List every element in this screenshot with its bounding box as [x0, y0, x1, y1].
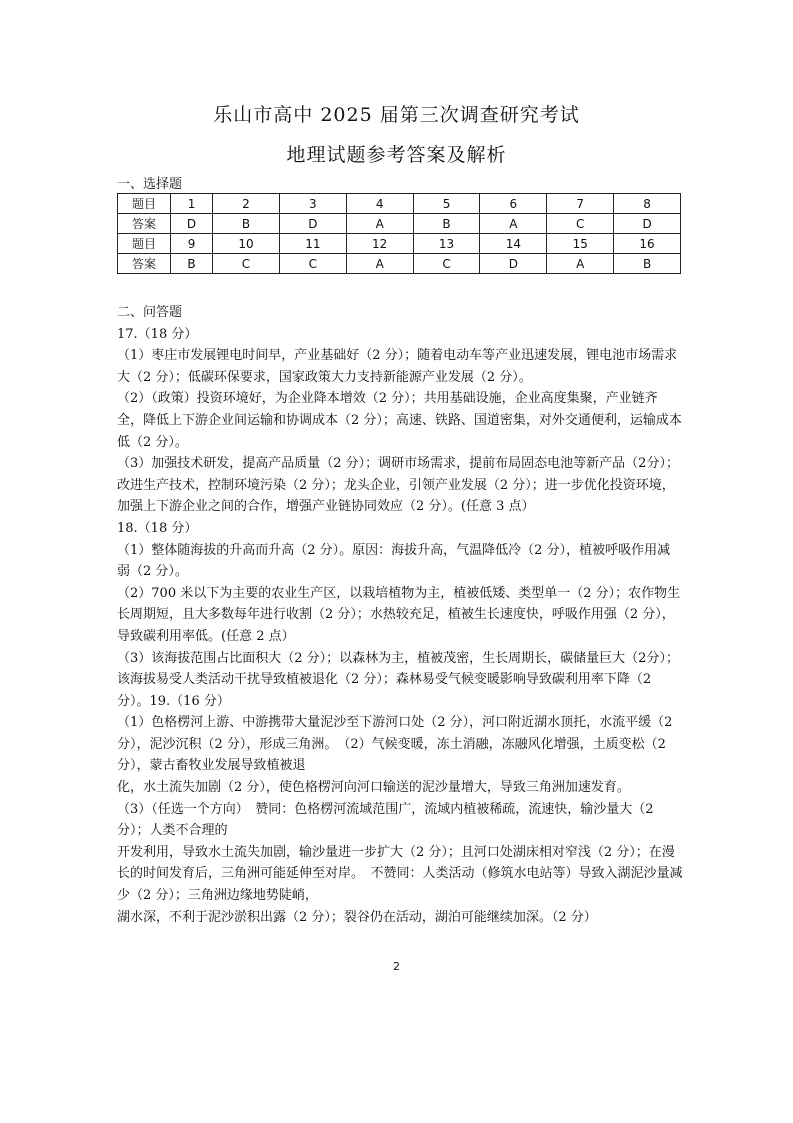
answer-table — [117, 193, 681, 274]
document-title: 乐山市高中 2025 届第三次调查研究考试 — [213, 104, 580, 126]
table-cell: A — [547, 254, 614, 274]
text-line: （1）色格楞河上游、中游携带大量泥沙至下游河口处（2 分），河口附近湖水顶托，水流平缓（2 分），泥沙沉积（2 分），形成三角洲。 （2）气候变暖，冻土消融，冻融风化增强，土质变松（2 分），蒙古畜牧业发展导致植被退 — [117, 715, 673, 774]
qa-section — [117, 302, 683, 928]
text-line: 开发利用，导致水土流失加剧，输沙量进一步扩大（2 分）；且河口处湖床相对窄浅（2 分）；在漫长的时间发育后，三角洲可能延伸至对岸。 不赞同：人类活动（修筑水电站等）导致入湖泥沙量减少（2 分）；三角洲边缘地势陡峭， — [117, 844, 683, 904]
table-cell: D — [171, 214, 213, 234]
text-line: （3）该海拔范围占比面积大（2 分）；以森林为主，植被茂密，生长周期长，碳储量巨大（2分）；该海拔易受人类活动干扰导致植被退化（2 分）；森林易受气候变暖影响导致碳利用率下降（2 分）。19.（16 分） — [117, 650, 679, 709]
table-cell: D — [279, 214, 346, 234]
table-cell: 16 — [614, 234, 681, 254]
table-cell: 12 — [346, 234, 413, 254]
text-line: （1）整体随海拔的升高而升高（2 分）。原因：海拔升高，气温降低冷（2 分），植被呼吸作用减弱（2 分）。 — [117, 542, 671, 580]
text-line: 湖水深，不利于泥沙淤积出露（2 分）；裂谷仍在活动，湖泊可能继续加深。（2 分） — [117, 909, 597, 925]
text-line: （2）700 米以下为主要的农业生产区，以栽培植物为主，植被低矮、类型单一（2 分）；农作物生长周期短，且大多数每年进行收割（2 分）；水热较充足，植被生长速度快，呼吸作用强（2 分），导致碳利用率低。(任意 2 点） — [117, 585, 681, 644]
text-line: （1）枣庄市发展锂电时间早，产业基础好（2 分）；随着电动车等产业迅速发展，锂电池市场需求大（2 分）；低碳环保要求，国家政策大力支持新能源产业发展（2 分）。 — [117, 348, 678, 385]
row-label-answer: 答案 — [118, 254, 171, 274]
table-row — [118, 194, 681, 214]
table-cell: B — [413, 214, 480, 234]
table-cell: 1 — [171, 194, 213, 214]
table-row — [118, 214, 681, 234]
row-label-answer: 答案 — [118, 214, 171, 234]
table-cell: A — [480, 214, 547, 234]
table-cell: A — [346, 254, 413, 274]
text-line: 18.（18 分） — [117, 520, 198, 536]
table-cell: 15 — [547, 234, 614, 254]
table-cell: A — [346, 214, 413, 234]
table-cell: C — [213, 254, 280, 274]
table-cell: B — [171, 254, 213, 274]
table-cell: 8 — [614, 194, 681, 214]
table-cell: 14 — [480, 234, 547, 254]
table-cell: 6 — [480, 194, 547, 214]
text-line: 17.（18 分） — [117, 326, 198, 342]
table-cell: C — [413, 254, 480, 274]
row-label-question: 题目 — [118, 234, 171, 254]
page-number: 2 — [393, 960, 400, 973]
text-line: （3）加强技术研发，提高产品质量（2 分）；调研市场需求，提前布局固态电池等新产品（2分）；改进生产技术，控制环境污染（2 分）；龙头企业，引领产业发展（2 分）；进一步优化投资环境，加强上下游企业之间的合作，增强产业链协同效应（2 分）。(任意 3 点） — [117, 456, 679, 515]
table-cell: C — [547, 214, 614, 234]
table-cell: C — [279, 254, 346, 274]
text-line: （3）（任选一个方向） 赞同：色格楞河流域范围广，流域内植被稀疏，流速快，输沙量大（2 分）；人类不合理的 — [117, 801, 654, 839]
table-cell: 2 — [213, 194, 280, 214]
text-line: （2）（政策）投资环境好，为企业降本增效（2 分）；共用基础设施，企业高度集聚，产业链齐全，降低上下游企业间运输和协调成本（2 分）；高速、铁路、国道密集，对外交通便利，运输成本低（2 分）。 — [117, 391, 682, 450]
table-cell: 10 — [213, 234, 280, 254]
table-cell: 3 — [279, 194, 346, 214]
table-cell: 13 — [413, 234, 480, 254]
text-line: 化，水土流失加剧（2 分），使色格楞河向河口输送的泥沙量增大，导致三角洲加速发育。 — [117, 780, 630, 796]
table-row — [118, 254, 681, 274]
table-cell: 5 — [413, 194, 480, 214]
table-cell: 4 — [346, 194, 413, 214]
table-cell: 9 — [171, 234, 213, 254]
table-cell: D — [480, 254, 547, 274]
row-label-question: 题目 — [118, 194, 171, 214]
table-cell: D — [614, 214, 681, 234]
table-cell: B — [614, 254, 681, 274]
table-cell: 11 — [279, 234, 346, 254]
document-subtitle: 地理试题参考答案及解析 — [286, 144, 507, 166]
table-row — [118, 234, 681, 254]
qa-section-heading: 二、问答题 — [117, 305, 183, 320]
choice-section-heading: 一、选择题 — [117, 177, 183, 192]
table-cell: 7 — [547, 194, 614, 214]
table-cell: B — [213, 214, 280, 234]
